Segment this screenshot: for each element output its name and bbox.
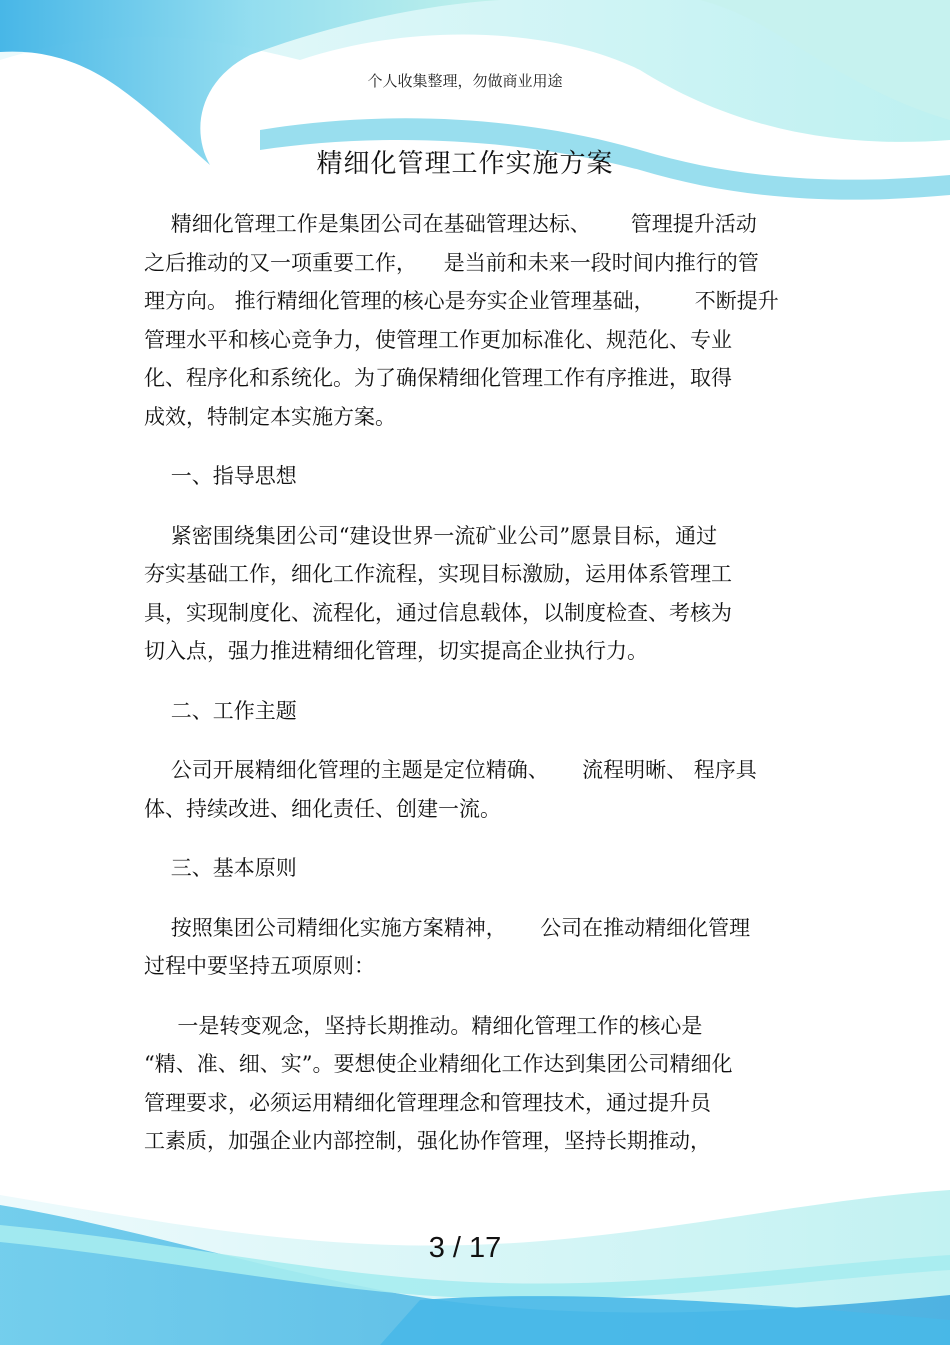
section1-paragraph <box>144 517 809 671</box>
text-line: 之后推动的又一项重要工作， 是当前和未来一段时间内推行的管 <box>144 250 759 275</box>
section-heading: 二、工作主题 <box>144 698 297 723</box>
section3-paragraph <box>144 909 809 986</box>
section-heading: 一、指导思想 <box>144 464 297 488</box>
page-number: 3 / 17 <box>428 1232 502 1264</box>
text-line: 公司开展精细化管理的主题是定位精确、 流程明晰、 程序具 <box>144 758 757 782</box>
text-line: 理方向。 推行精细化管理的核心是夯实企业管理基础， 不断提升 <box>144 289 779 313</box>
text-line: 管理水平和核心竞争力，使管理工作更加标准化、规范化、专业 <box>144 327 732 352</box>
section2-paragraph <box>144 751 809 828</box>
text-line: 管理要求，必须运用精细化管理理念和管理技术，通过提升员 <box>144 1090 711 1115</box>
document-body <box>144 205 809 1161</box>
intro-paragraph <box>144 205 809 436</box>
text-line: 工素质，加强企业内部控制，强化协作管理，坚持长期推动， <box>144 1129 711 1153</box>
text-line: 紧密围绕集团公司“建设世界一流矿业公司”愿景目标，通过 <box>144 523 718 548</box>
watermark-text: 个人收集整理，勿做商业用途 <box>367 72 563 90</box>
text-line: 化、程序化和系统化。为了确保精细化管理工作有序推进，取得 <box>144 366 732 390</box>
text-line: 切入点，强力推进精细化管理，切实提高企业执行力。 <box>144 639 648 663</box>
principle1-paragraph <box>144 1007 809 1161</box>
text-line: 过程中要坚持五项原则： <box>144 954 375 978</box>
text-line: 具，实现制度化、流程化，通过信息载体，以制度检查、考核为 <box>144 600 732 625</box>
text-line: 精细化管理工作是集团公司在基础管理达标、 管理提升活动 <box>144 212 757 236</box>
text-line: 按照集团公司精细化实施方案精神， 公司在推动精细化管理 <box>144 915 751 940</box>
document-title: 精细化管理工作实施方案 <box>316 149 614 179</box>
text-line: 一是转变观念，坚持长期推动。精细化管理工作的核心是 <box>144 1013 703 1038</box>
text-line: 体、持续改进、细化责任、创建一流。 <box>144 796 501 821</box>
text-line: “精、准、细、实”。要想使企业精细化工作达到集团公司精细化 <box>144 1052 733 1076</box>
text-line: 成效，特制定本实施方案。 <box>144 404 396 429</box>
section-heading: 三、基本原则 <box>144 856 297 880</box>
text-line: 夯实基础工作，细化工作流程，实现目标激励，运用体系管理工 <box>144 562 732 586</box>
